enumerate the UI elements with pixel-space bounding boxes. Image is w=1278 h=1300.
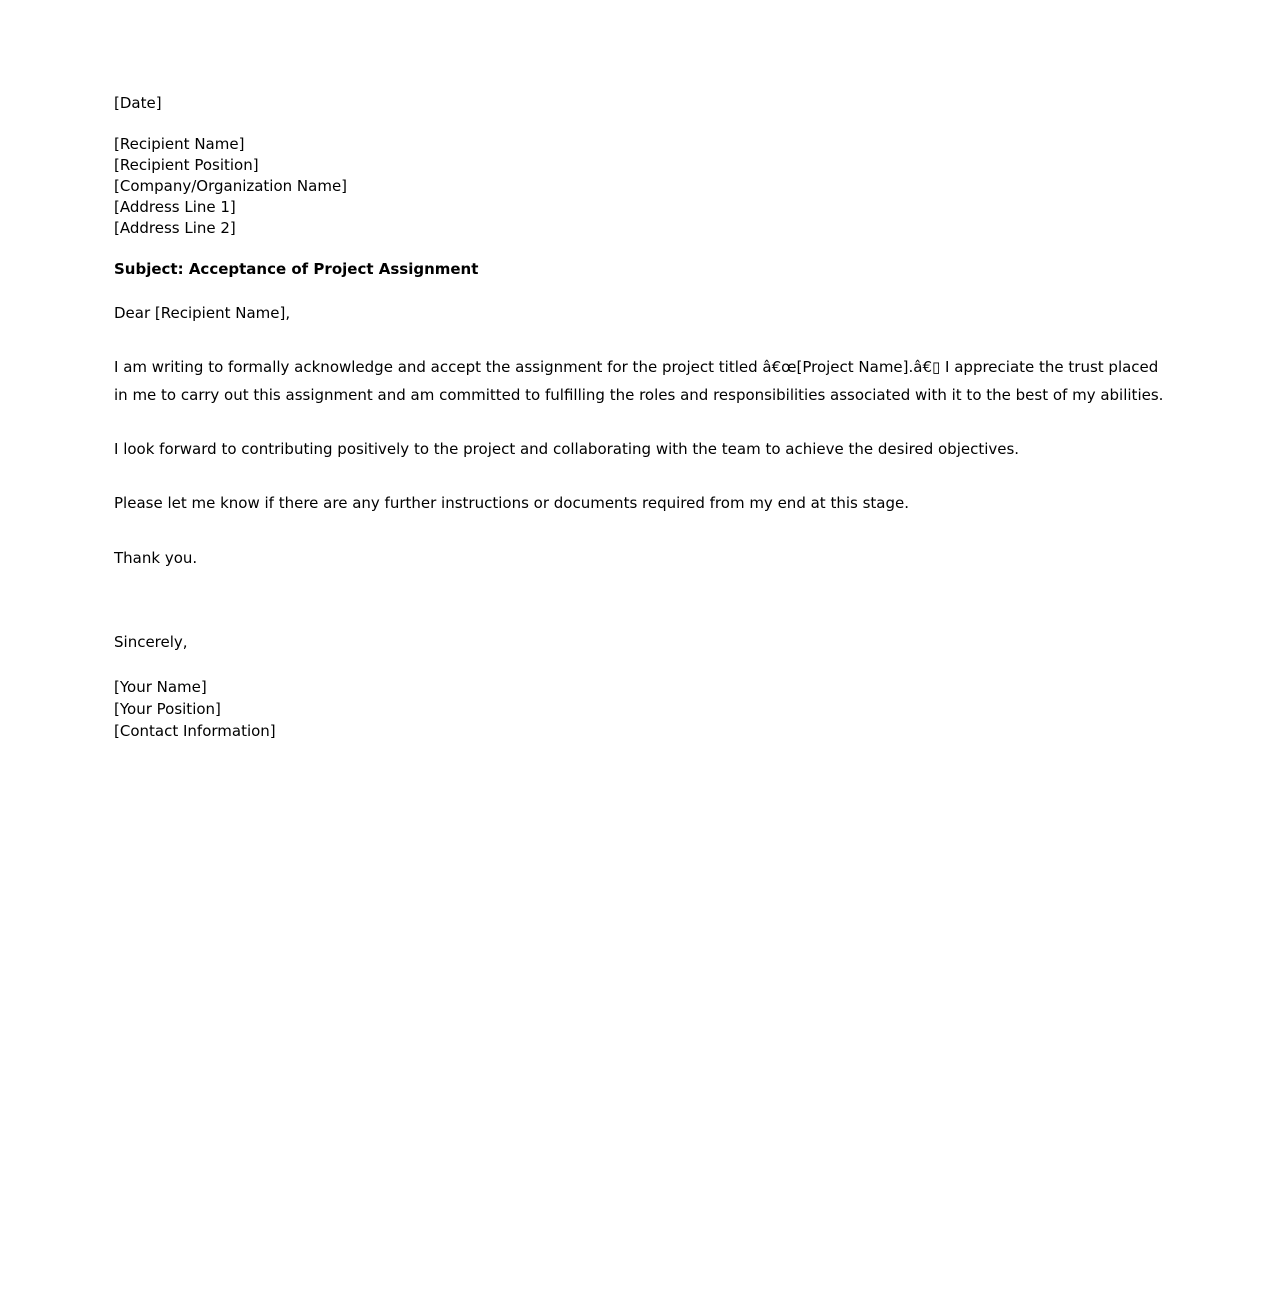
recipient-company: [Company/Organization Name] xyxy=(114,177,348,195)
recipient-position: [Recipient Position] xyxy=(114,156,259,174)
sender-name: [Your Name] xyxy=(114,678,207,696)
body-paragraph-2: I look forward to contributing positively to the project and collaborating with the team to achieve the desired objectives. xyxy=(114,440,1020,458)
recipient-name: [Recipient Name] xyxy=(114,135,245,153)
letter-date: [Date] xyxy=(114,94,162,112)
sender-contact: [Contact Information] xyxy=(114,722,276,740)
thank-you-line: Thank you. xyxy=(114,549,198,567)
recipient-address-line-2: [Address Line 2] xyxy=(114,219,236,237)
letter-subject: Subject: Acceptance of Project Assignment xyxy=(114,260,479,278)
body-paragraph-3: Please let me know if there are any further instructions or documents required from my end at this stage. xyxy=(114,494,909,512)
sender-position: [Your Position] xyxy=(114,700,221,718)
closing: Sincerely, xyxy=(114,633,188,651)
recipient-address-line-1: [Address Line 1] xyxy=(114,198,236,216)
salutation: Dear [Recipient Name], xyxy=(114,304,291,322)
body-paragraph-1: I am writing to formally acknowledge and accept the assignment for the project titled â€œ[Project Name].â€▯ I appreciate the trust placed in me to carry out this assignment and am committed to fulfilling the roles and responsibilities associated with it to the best of my abilities. xyxy=(114,358,1164,404)
